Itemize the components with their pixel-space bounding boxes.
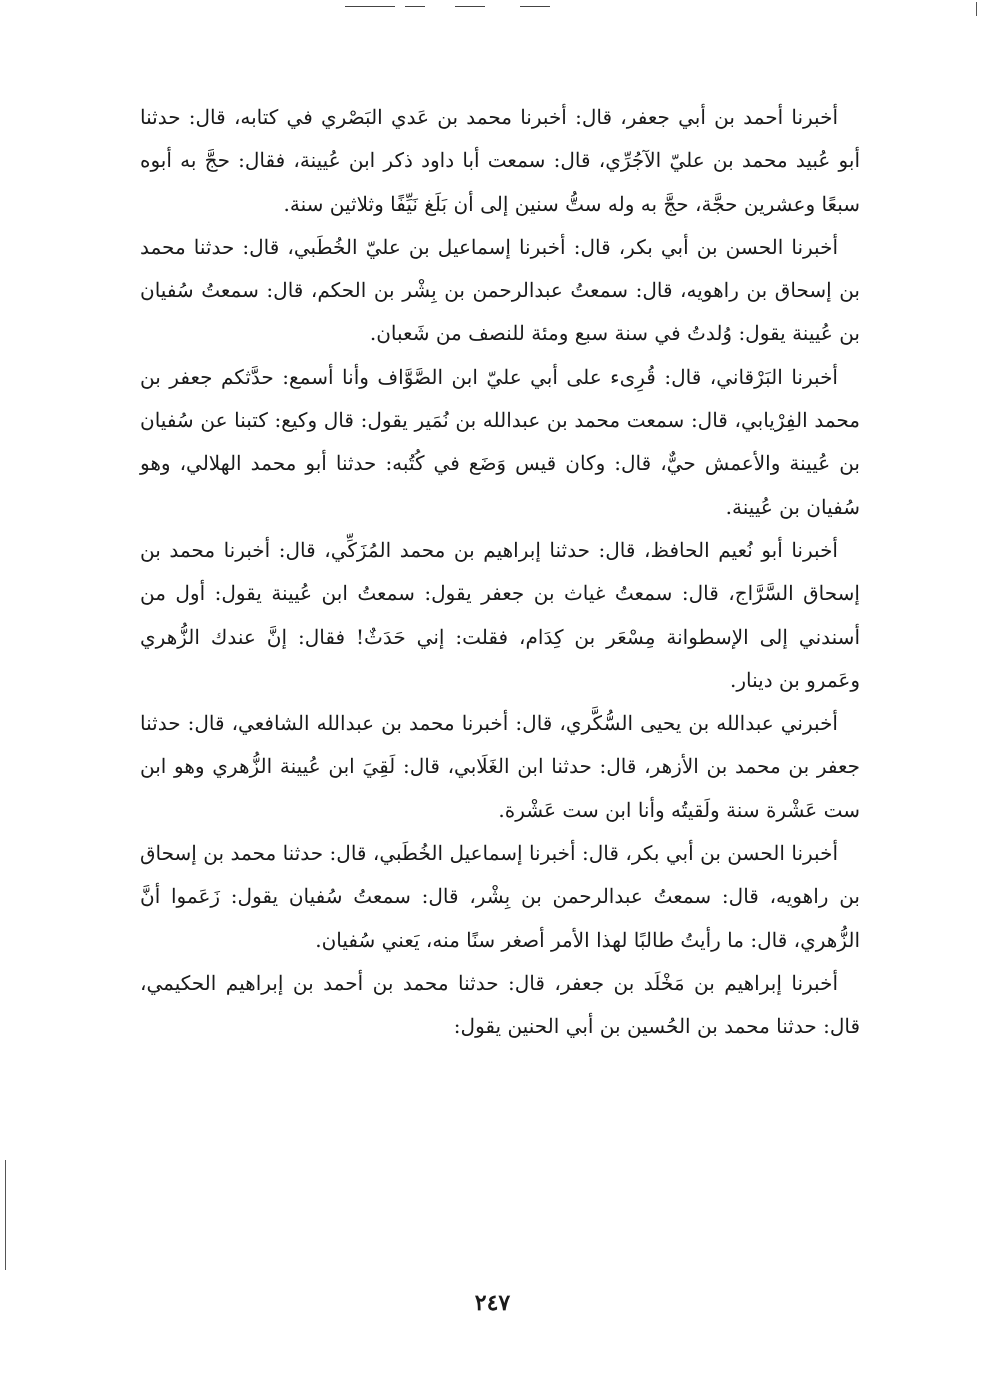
scan-edge-mark [976,2,977,16]
paragraph: أخبرنا الحسن بن أبي بكر، قال: أخبرنا إسماعيل الخُطَبي، قال: حدثنا محمد بن إسحاق بن راهويه، قال: سمعتُ عبدالرحمن بن بِشْر، قال: سمعتُ سُفيان يقول: زَعَموا أنَّ الزُّهري، قال: ما رأيتُ طالبًا لهذا الأمر أصغر سنًا منه، يَعني سُفيان. [140,841,860,952]
paragraph: أخبرنا الحسن بن أبي بكر، قال: أخبرنا إسماعيل بن عليّ الخُطَبي، قال: حدثنا محمد بن إسحاق بن راهويه، قال: سمعتُ عبدالرحمن بن بِشْر بن الحكم، قال: سمعتُ سُفيان بن عُيينة يقول: وُلدتُ في سنة سبع ومئة للنصف من شَعبان. [140,234,860,346]
paragraph: أخبرنا أبو نُعيم الحافظ، قال: حدثنا إبراهيم بن محمد المُزَكِّي، قال: أخبرنا محمد بن إسحاق السَّرَّاج، قال: سمعتُ غياث بن جعفر يقول: سمعتُ ابن عُيينة يقول: أول من أسندني إلى الإسطوانة مِسْعَر بن كِدَام، فقلت: إني حَدَثٌ! فقال: إنَّ عندك الزُّهري وعَمرو بن دينار. [140,537,860,692]
top-rule [405,6,425,7]
paragraph: أخبرنا البَرْقاني، قال: قُرِىء على أبي عليّ ابن الصَّوَّاف وأنا أسمع: حدَّثكم جعفر بن محمد الفِرْيابي، قال: سمعت محمد بن عبدالله بن نُمَير يقول: قال وكيع: كتبنا عن سُفيان بن عُيينة والأعمش حيٌّ، قال: وكان قيس وَضَع في كُتُبه: حدثنا أبو محمد الهلالي، وهو سُفيان بن عُيينة. [140,364,860,519]
top-rule [345,6,395,7]
paragraph: أخبرنا أحمد بن أبي جعفر، قال: أخبرنا محمد بن عَدي البَصْري في كتابه، قال: حدثنا أبو عُبيد محمد بن عليّ الآجُرِّي، قال: سمعت أبا داود ذكر ابن عُيينة، فقال: حجَّ به أبوه سبعًا وعشرين حجَّة، حجَّ به وله ستُّ سنين إلى أن بَلَغ نَيِّفًا وثلاثين سنة. [140,105,860,216]
body-text [140,96,860,1049]
paragraph: أخبرنا إبراهيم بن مَخْلَد بن جعفر، قال: حدثنا محمد بن أحمد بن إبراهيم الحكيمي، قال: حدثنا محمد بن الحُسين بن أبي الحنين يقول: [140,970,860,1039]
top-rule [520,6,550,7]
scan-edge-mark [5,1160,6,1270]
top-rule [455,6,485,7]
page-number: ٢٤٧ [474,1290,511,1316]
paragraph: أخبرني عبدالله بن يحيى السُّكَّري، قال: أخبرنا محمد بن عبدالله الشافعي، قال: حدثنا جعفر بن محمد بن الأزهر، قال: حدثنا ابن الغَلَابي، قال: لَقِيَ ابن عُيينة الزُّهري وهو ابن ست عَشْرة سنة ولَقيتُه وأنا ابن ست عَشْرة. [140,711,860,822]
